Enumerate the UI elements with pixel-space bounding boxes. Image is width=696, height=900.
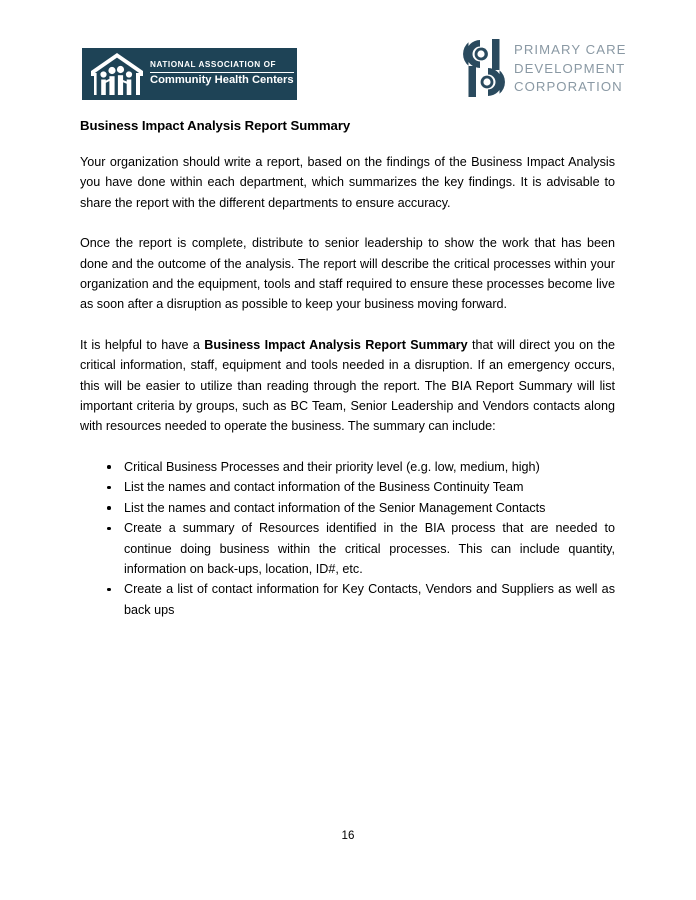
nachc-logo-line2: Community Health Centers xyxy=(150,74,294,87)
pcdc-logo xyxy=(462,38,627,100)
bullet-dot-icon xyxy=(107,588,111,592)
paragraph-3-tail: that will direct you on the critical information, staff, equipment and tools needed in a disruption. If an emergency occurs, this will be easier to utilize than reading through the report. The BIA Report Summary will list important criteria by groups, such as BC Team, Senior Leadership and Vendors contacts along with resources needed to operate the business. The summary can include: xyxy=(80,337,615,434)
summary-bullet-list xyxy=(80,457,615,620)
pcdc-monogram-icon xyxy=(462,38,506,98)
list-item xyxy=(80,477,615,497)
paragraph-3 xyxy=(80,335,615,437)
house-with-people-icon xyxy=(88,51,146,97)
pcdc-logo-line1: PRIMARY CARE xyxy=(514,42,627,57)
list-item xyxy=(80,579,615,620)
paragraph-1: Your organization should write a report, based on the findings of the Business Impact Analysis you have done within each department, which summarizes the key findings. It is advisable to share the report with the different departments to ensure accuracy. xyxy=(80,155,615,210)
list-item xyxy=(80,498,615,518)
page-title: Business Impact Analysis Report Summary xyxy=(80,118,351,133)
list-item xyxy=(80,457,615,477)
paragraph-3-emphasis: Business Impact Analysis Report Summary xyxy=(204,337,468,352)
paragraph-2: Once the report is complete, distribute to senior leadership to show the work that has been done and the outcome of the analysis. The report will describe the critical processes within your organization and the equipment, tools and staff required to ensure these processes become live as soon after a disruption as possible to keep your business moving forward. xyxy=(80,236,615,312)
pcdc-wordmark xyxy=(514,38,627,97)
paragraph-3-lead: It is helpful to have a xyxy=(80,337,205,352)
nachc-logo-line1: NATIONAL ASSOCIATION OF xyxy=(150,60,277,70)
bullet-dot-icon xyxy=(107,486,111,490)
pcdc-logo-line3: CORPORATION xyxy=(514,79,623,95)
list-item xyxy=(80,518,615,579)
pcdc-logo-line2: DEVELOPMENT xyxy=(514,60,626,76)
list-item-text: Create a list of contact information for Key Contacts, Vendors and Suppliers as well as back ups xyxy=(124,582,615,617)
list-item-text: Create a summary of Resources identified in the BIA process that are needed to continue doing business within the critical processes. This can include quantity, information on back-ups, location, ID#, etc. xyxy=(124,521,615,576)
nachc-logo xyxy=(82,48,297,100)
bullet-dot-icon xyxy=(107,465,111,469)
list-item-text: List the names and contact information of the Senior Management Contacts xyxy=(124,500,546,515)
bullet-dot-icon xyxy=(107,527,111,531)
document-body xyxy=(80,152,615,620)
list-item-text: Critical Business Processes and their priority level (e.g. low, medium, high) xyxy=(124,459,540,474)
page-number: 16 xyxy=(341,829,355,842)
document-header xyxy=(0,0,696,112)
bullet-dot-icon xyxy=(107,506,111,510)
nachc-wordmark xyxy=(150,60,294,88)
nachc-logo-divider xyxy=(150,72,294,73)
list-item-text: List the names and contact information of the Business Continuity Team xyxy=(124,480,524,495)
